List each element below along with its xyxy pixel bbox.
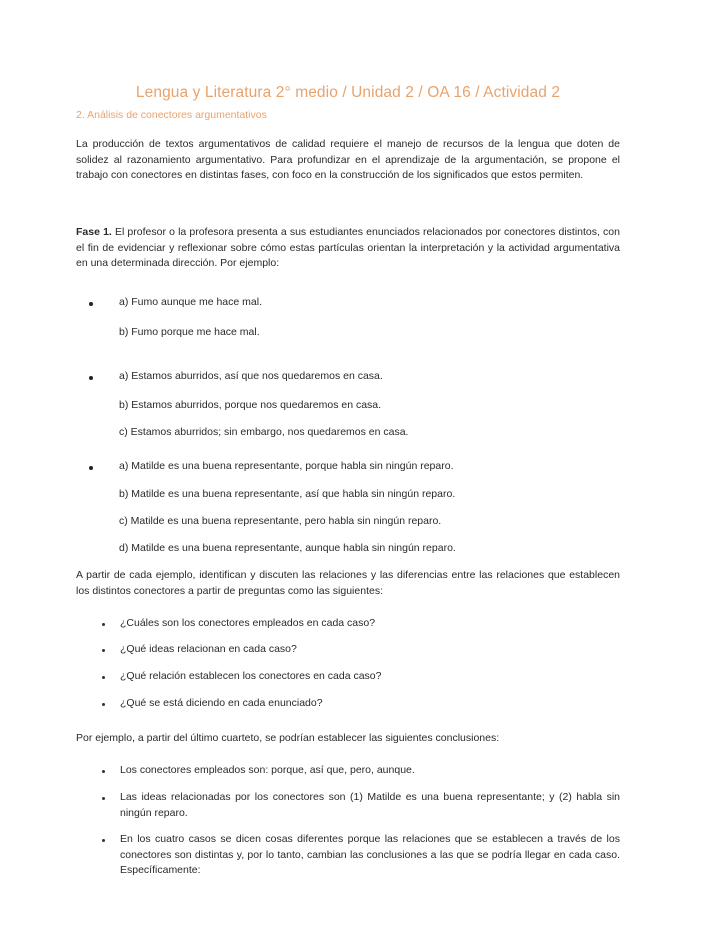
bullet-icon bbox=[102, 839, 105, 842]
fase1-label: Fase 1. bbox=[76, 226, 112, 238]
section-heading: 2. Análisis de conectores argumentativos bbox=[76, 109, 267, 121]
example-2b: b) Estamos aburridos, porque nos quedaremos en casa. bbox=[119, 399, 382, 411]
example-1a: a) Fumo aunque me hace mal. bbox=[119, 296, 262, 308]
page-title: Lengua y Literatura 2° medio / Unidad 2 / OA 16 / Actividad 2 bbox=[135, 84, 561, 101]
example-2a: a) Estamos aburridos, así que nos quedaremos en casa. bbox=[119, 370, 383, 382]
example-3b: b) Matilde es una buena representante, así que habla sin ningún reparo. bbox=[119, 488, 456, 500]
bullet-icon bbox=[102, 676, 105, 679]
question-item: ¿Qué relación establecen los conectores en cada caso? bbox=[120, 670, 382, 682]
conclusions-paragraph: Por ejemplo, a partir del último cuarteto, se podrían establecer las siguientes conclusiones: bbox=[76, 732, 500, 744]
discussion-paragraph: A partir de cada ejemplo, identifican y discuten las relaciones y las diferencias entre las relaciones que establecen los distintos conectores a partir de preguntas como las siguientes: bbox=[76, 569, 620, 597]
example-3d: d) Matilde es una buena representante, aunque habla sin ningún reparo. bbox=[119, 542, 456, 554]
bullet-icon bbox=[89, 302, 93, 306]
example-1b: b) Fumo porque me hace mal. bbox=[119, 326, 260, 338]
conclusion-item: Las ideas relacionadas por los conectores son (1) Matilde es una buena representante; y (2) habla sin ningún reparo. bbox=[120, 791, 620, 819]
bullet-icon bbox=[89, 376, 93, 380]
question-item: ¿Cuáles son los conectores empleados en cada caso? bbox=[120, 617, 376, 629]
bullet-icon bbox=[102, 703, 105, 706]
question-item: ¿Qué ideas relacionan en cada caso? bbox=[120, 643, 297, 655]
bullet-icon bbox=[102, 770, 105, 773]
bullet-icon bbox=[102, 797, 105, 800]
example-2c: c) Estamos aburridos; sin embargo, nos quedaremos en casa. bbox=[119, 426, 409, 438]
conclusion-item: Los conectores empleados son: porque, así que, pero, aunque. bbox=[120, 764, 415, 776]
question-item: ¿Qué se está diciendo en cada enunciado? bbox=[120, 697, 323, 709]
bullet-icon bbox=[89, 466, 93, 470]
intro-paragraph: La producción de textos argumentativos de calidad requiere el manejo de recursos de la lengua que doten de solidez al razonamiento argumentativo. Para profundizar en el aprendizaje de la argumentación, se propone el trabajo con conectores en distintas fases, con foco en la construcción de los significados que estos permiten. bbox=[76, 138, 620, 181]
example-3a: a) Matilde es una buena representante, porque habla sin ningún reparo. bbox=[119, 460, 454, 472]
bullet-icon bbox=[102, 649, 105, 652]
bullet-icon bbox=[102, 623, 105, 626]
example-3c: c) Matilde es una buena representante, pero habla sin ningún reparo. bbox=[119, 515, 442, 527]
fase1-text: El profesor o la profesora presenta a sus estudiantes enunciados relacionados por conectores distintos, con el fin de evidenciar y reflexionar sobre cómo estas partículas orientan la interpretación y la actividad argumentativa en una determinada dirección. Por ejemplo: bbox=[76, 226, 620, 269]
conclusion-item: En los cuatro casos se dicen cosas diferentes porque las relaciones que se establecen a través de los conectores son distintas y, por lo tanto, cambian las conclusiones a las que se podría llegar en cada caso. Específicamente: bbox=[120, 833, 620, 876]
fase1-paragraph bbox=[76, 225, 620, 272]
